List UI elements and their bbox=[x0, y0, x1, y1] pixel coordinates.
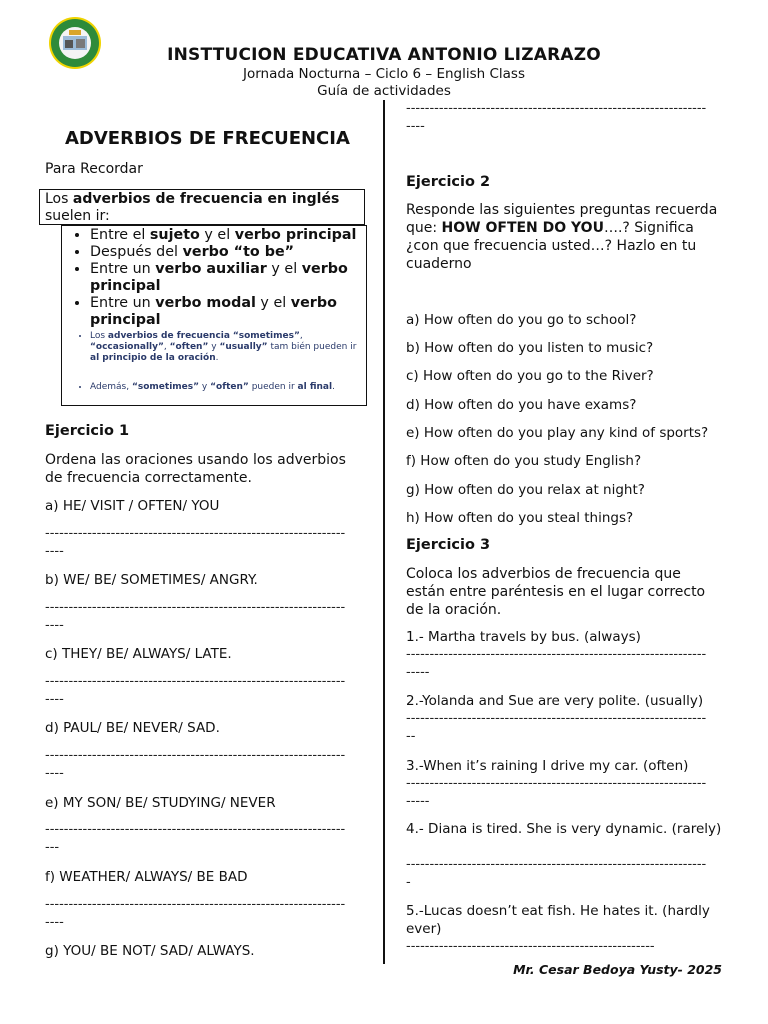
question-item: b) How often do you listen to music? bbox=[406, 340, 654, 356]
answer-line-tail: - bbox=[406, 875, 411, 890]
question-item: g) How often do you relax at night? bbox=[406, 482, 645, 498]
answer-line: ---------------------------------------------------------------- bbox=[45, 526, 346, 541]
rules-list bbox=[62, 227, 366, 393]
rule-item: • Entre el sujeto y el verbo principal bbox=[90, 227, 366, 244]
question-item: f) How often do you study English? bbox=[406, 453, 642, 469]
author-signature: Mr. Cesar Bedoya Yusty- 2025 bbox=[513, 962, 722, 977]
exercise-3-item: 3.-When it’s raining I drive my car. (often) bbox=[406, 758, 689, 774]
exercise-1-item: d) PAUL/ BE/ NEVER/ SAD. bbox=[45, 720, 220, 736]
exercise-1-item: c) THEY/ BE/ ALWAYS/ LATE. bbox=[45, 646, 232, 662]
intro-bold: adverbios de frecuencia en inglés bbox=[72, 191, 340, 207]
exercise-1-title: Ejercicio 1 bbox=[45, 423, 130, 439]
answer-line-tail: ----- bbox=[406, 794, 430, 809]
answer-line-tail: --- bbox=[45, 840, 60, 855]
school-name: INSTTUCION EDUCATIVA ANTONIO LIZARAZO bbox=[167, 45, 601, 65]
answer-line-tail: ---- bbox=[45, 915, 64, 930]
intro-text-end: suelen ir: bbox=[45, 208, 110, 224]
answer-line-tail: ---- bbox=[45, 692, 64, 707]
exercise-1-item: e) MY SON/ BE/ STUDYING/ NEVER bbox=[45, 795, 276, 811]
answer-line-tail: ---- bbox=[45, 618, 64, 633]
answer-line: ----------------------------------------------------- bbox=[406, 939, 655, 954]
section-title: ADVERBIOS DE FRECUENCIA bbox=[65, 128, 350, 149]
header-schedule: Jornada Nocturna – Ciclo 6 – English Class bbox=[243, 66, 525, 82]
exercise-3-item: 5.-Lucas doesn’t eat fish. He hates it. (hardly ever) bbox=[406, 903, 710, 937]
exercise-3-title: Ejercicio 3 bbox=[406, 537, 491, 553]
answer-line: ---------------------------------------------------------------- bbox=[406, 857, 707, 872]
rule-item: • Después del verbo “to be” bbox=[90, 244, 366, 261]
exercise-3-instructions: Coloca los adverbios de frecuencia que están entre paréntesis en el lugar correcto de la oración. bbox=[406, 566, 706, 618]
question-item: a) How often do you go to school? bbox=[406, 312, 637, 328]
exercise-1-item: a) HE/ VISIT / OFTEN/ YOU bbox=[45, 498, 220, 514]
exercise-2-instructions: Responde las siguientes preguntas recuerda que: HOW OFTEN DO YOU….? Significa ¿con que frecuencia usted…? Hazlo en tu cuaderno bbox=[406, 202, 718, 272]
rule-note: • Además, “sometimes” y “often” pueden ir al final. bbox=[90, 382, 366, 393]
answer-line: ---------------------------------------------------------------- bbox=[45, 674, 346, 689]
rule-item: • Entre un verbo auxiliar y el verbo principal bbox=[90, 261, 366, 295]
answer-line: ---------------------------------------------------------------- bbox=[45, 748, 346, 763]
para-recordar: Para Recordar bbox=[45, 161, 143, 177]
answer-line-tail: ---- bbox=[45, 766, 64, 781]
answer-line-tail: -- bbox=[406, 729, 416, 744]
answer-line: ---------------------------------------------------------------- bbox=[45, 897, 346, 912]
rule-item: • Entre un verbo modal y el verbo principal bbox=[90, 295, 366, 329]
rules-box bbox=[61, 225, 367, 406]
header-guide: Guía de actividades bbox=[317, 83, 451, 99]
rule-note: • Los adverbios de frecuencia “sometimes”, “occasionally”, “often” y “usually” tam bién pueden ir al principio de la oración. bbox=[90, 331, 366, 364]
answer-line: ---------------------------------------------------------------- bbox=[45, 822, 346, 837]
exercise-3-item: 4.- Diana is tired. She is very dynamic. (rarely) bbox=[406, 821, 722, 837]
answer-line-tail: ---- bbox=[406, 119, 425, 134]
answer-line: ---------------------------------------------------------------- bbox=[45, 600, 346, 615]
answer-line-tail: ---- bbox=[45, 544, 64, 559]
answer-line: ---------------------------------------------------------------- bbox=[406, 776, 707, 791]
answer-line: ---------------------------------------------------------------- bbox=[406, 647, 707, 662]
exercise-1-item: g) YOU/ BE NOT/ SAD/ ALWAYS. bbox=[45, 943, 255, 959]
exercise-3-item: 1.- Martha travels by bus. (always) bbox=[406, 629, 641, 645]
column-divider bbox=[383, 100, 385, 964]
answer-line-tail: ----- bbox=[406, 665, 430, 680]
question-item: c) How often do you go to the River? bbox=[406, 368, 654, 384]
answer-line: ---------------------------------------------------------------- bbox=[406, 101, 707, 116]
question-item: h) How often do you steal things? bbox=[406, 510, 634, 526]
question-item: d) How often do you have exams? bbox=[406, 397, 637, 413]
intro-text: Los bbox=[45, 191, 73, 207]
intro-box bbox=[39, 189, 365, 225]
question-item: e) How often do you play any kind of sports? bbox=[406, 425, 709, 441]
answer-line: ---------------------------------------------------------------- bbox=[406, 711, 707, 726]
exercise-1-item: f) WEATHER/ ALWAYS/ BE BAD bbox=[45, 869, 248, 885]
exercise-1-instructions: Ordena las oraciones usando los adverbios de frecuencia correctamente. bbox=[45, 452, 346, 486]
exercise-3-item: 2.-Yolanda and Sue are very polite. (usually) bbox=[406, 693, 704, 709]
exercise-2-title: Ejercicio 2 bbox=[406, 174, 491, 190]
exercise-1-item: b) WE/ BE/ SOMETIMES/ ANGRY. bbox=[45, 572, 258, 588]
